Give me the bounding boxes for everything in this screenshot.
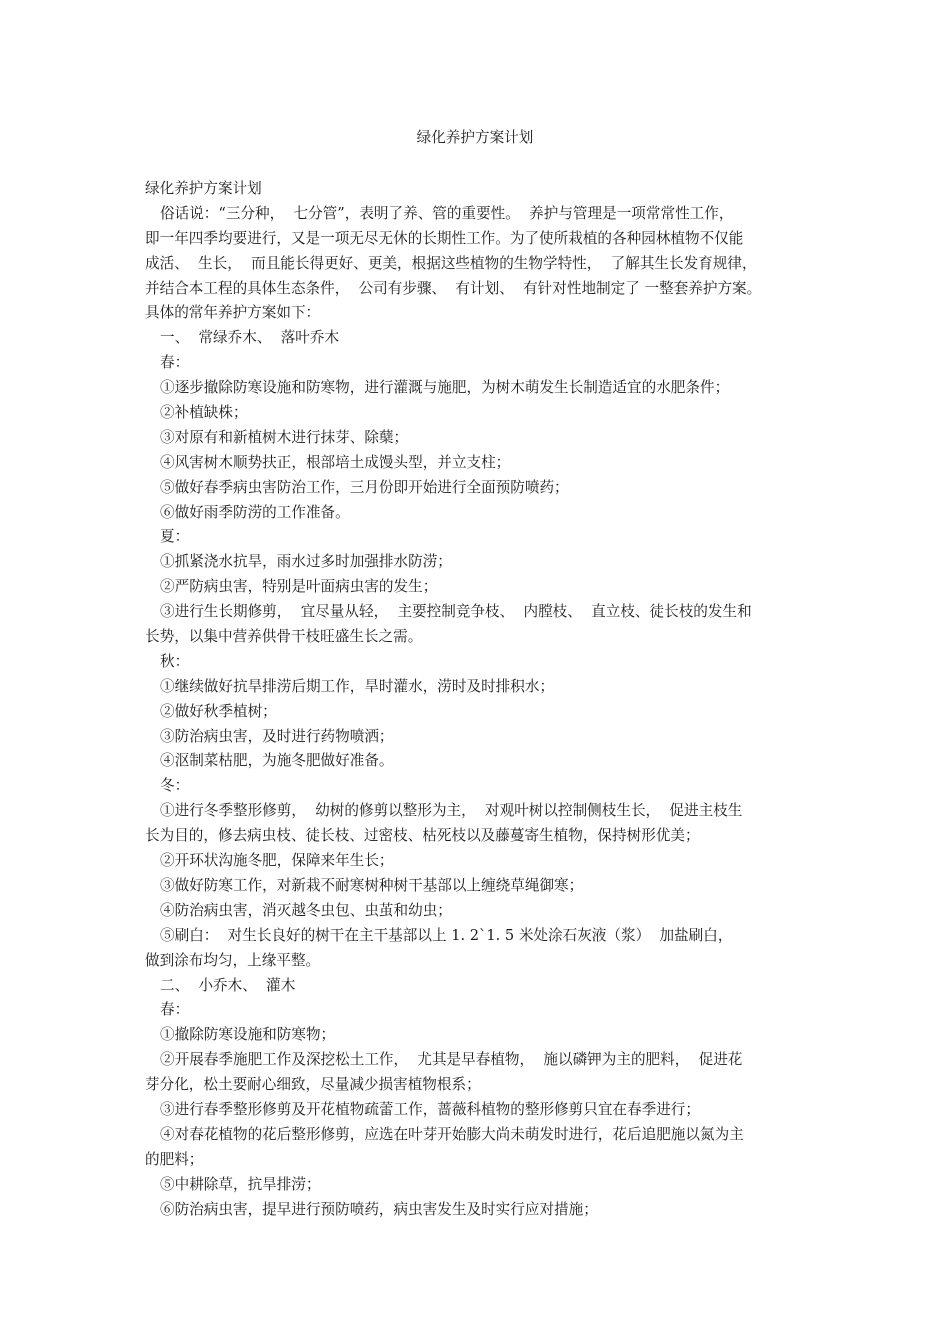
text-line: ②严防病虫害，特别是叶面病虫害的发生； [160, 578, 438, 596]
text-line: ①逐步撤除防寒设施和防寒物，进行灌溉与施肥，为树木萌发生长制造适宜的水肥条件； [160, 379, 730, 397]
text-line: 芽分化，松土要耐心细致，尽量减少损害植物根系； [145, 1076, 481, 1094]
text-line: ⑤刷白： 对生长良好的树干在主干基部以上 1. 2`1. 5 米处涂石灰液（浆） 加盐刷白， [160, 926, 733, 944]
text-line: ④沤制菜枯肥，为施冬肥做好准备。 [160, 752, 394, 770]
text-line: ①抓紧浇水抗旱，雨水过多时加强排水防涝； [160, 553, 452, 571]
text-line: 秋： [160, 652, 190, 670]
text-line: ④对春花植物的花后整形修剪，应选在叶芽开始膨大尚未萌发时进行，花后追肥施以氮为主 [160, 1125, 744, 1143]
text-line: 春： [160, 354, 190, 372]
text-line: ②补植缺株； [160, 404, 248, 422]
document-title: 绿化养护方案计划 [416, 129, 534, 146]
text-line: 具体的常年养护方案如下： [145, 304, 321, 322]
text-line: ③防治病虫害，及时进行药物喷洒； [160, 727, 394, 745]
text-line: ③做好防寒工作，对新栽不耐寒树种树干基部以上缠绕草绳御寒； [160, 876, 584, 894]
text-line: ②开展春季施肥工作及深挖松土工作， 尤其是早春植物， 施以磷钾为主的肥料， 促进花 [160, 1051, 743, 1069]
text-line: 长势，以集中营养供骨干枝旺盛生长之需。 [145, 628, 423, 646]
text-line: 二、 小乔木、 灌木 [160, 976, 296, 994]
text-line: ⑥防治病虫害，提早进行预防喷药，病虫害发生及时实行应对措施； [160, 1200, 598, 1218]
text-line: 长为目的，修去病虫枝、徒长枝、过密枝、枯死枝以及藤蔓寄生植物，保持树形优美； [145, 827, 700, 845]
text-line: ⑥做好雨季防涝的工作准备。 [160, 503, 350, 521]
text-line: 即一年四季均要进行，又是一项无尽无休的长期性工作。为了使所栽植的各种园林植物不仅能 [145, 229, 744, 247]
text-line: 并结合本工程的具体生态条件， 公司有步骤、 有计划、 有针对性地制定了 一整套养护方案。 [145, 279, 762, 297]
text-line: 春： [160, 1001, 190, 1019]
text-line: ①撤除防寒设施和防寒物； [160, 1026, 336, 1044]
text-line: ④风害树木顺势扶正，根部培土成馒头型，并立支柱； [160, 453, 511, 471]
text-line: 成活、 生长， 而且能长得更好、更美，根据这些植物的生物学特性， 了解其生长发育规律， [145, 254, 757, 272]
text-line: 夏： [160, 528, 190, 546]
text-line: ③对原有和新植树木进行抹芽、除蘖； [160, 428, 409, 446]
text-line: ⑤中耕除草，抗旱排涝； [160, 1175, 321, 1193]
text-line: ③进行春季整形修剪及开花植物疏蕾工作，蔷薇科植物的整形修剪只宜在春季进行； [160, 1100, 700, 1118]
text-line: 绿化养护方案计划 [145, 180, 262, 197]
text-line: 俗话说：“三分种， 七分管”，表明了养、管的重要性。 养护与管理是一项常常性工作， [160, 204, 734, 222]
text-line: 做到涂布均匀，上缘平整。 [145, 951, 321, 969]
text-line: ⑤做好春季病虫害防治工作，三月份即开始进行全面预防喷药； [160, 478, 569, 496]
text-line: ②开环状沟施冬肥，保障来年生长； [160, 852, 394, 870]
document-body [145, 177, 811, 1222]
text-line: 的肥料； [145, 1150, 204, 1168]
text-line: ①继续做好抗旱排涝后期工作，旱时灌水，涝时及时排积水； [160, 677, 555, 695]
text-line: ①进行冬季整形修剪， 幼树的修剪以整形为主， 对观叶树以控制侧枝生长， 促进主枝生 [160, 802, 743, 820]
text-line: ②做好秋季植树； [160, 702, 277, 720]
text-line: ③进行生长期修剪， 宜尽量从轻， 主要控制竞争枝、 内膛枝、 直立枝、徒长枝的发生和 [160, 603, 752, 621]
text-line: 一、 常绿乔木、 落叶乔木 [160, 329, 340, 347]
text-line: ④防治病虫害，消灭越冬虫包、虫茧和幼虫； [160, 901, 452, 919]
text-line: 冬： [160, 777, 190, 795]
